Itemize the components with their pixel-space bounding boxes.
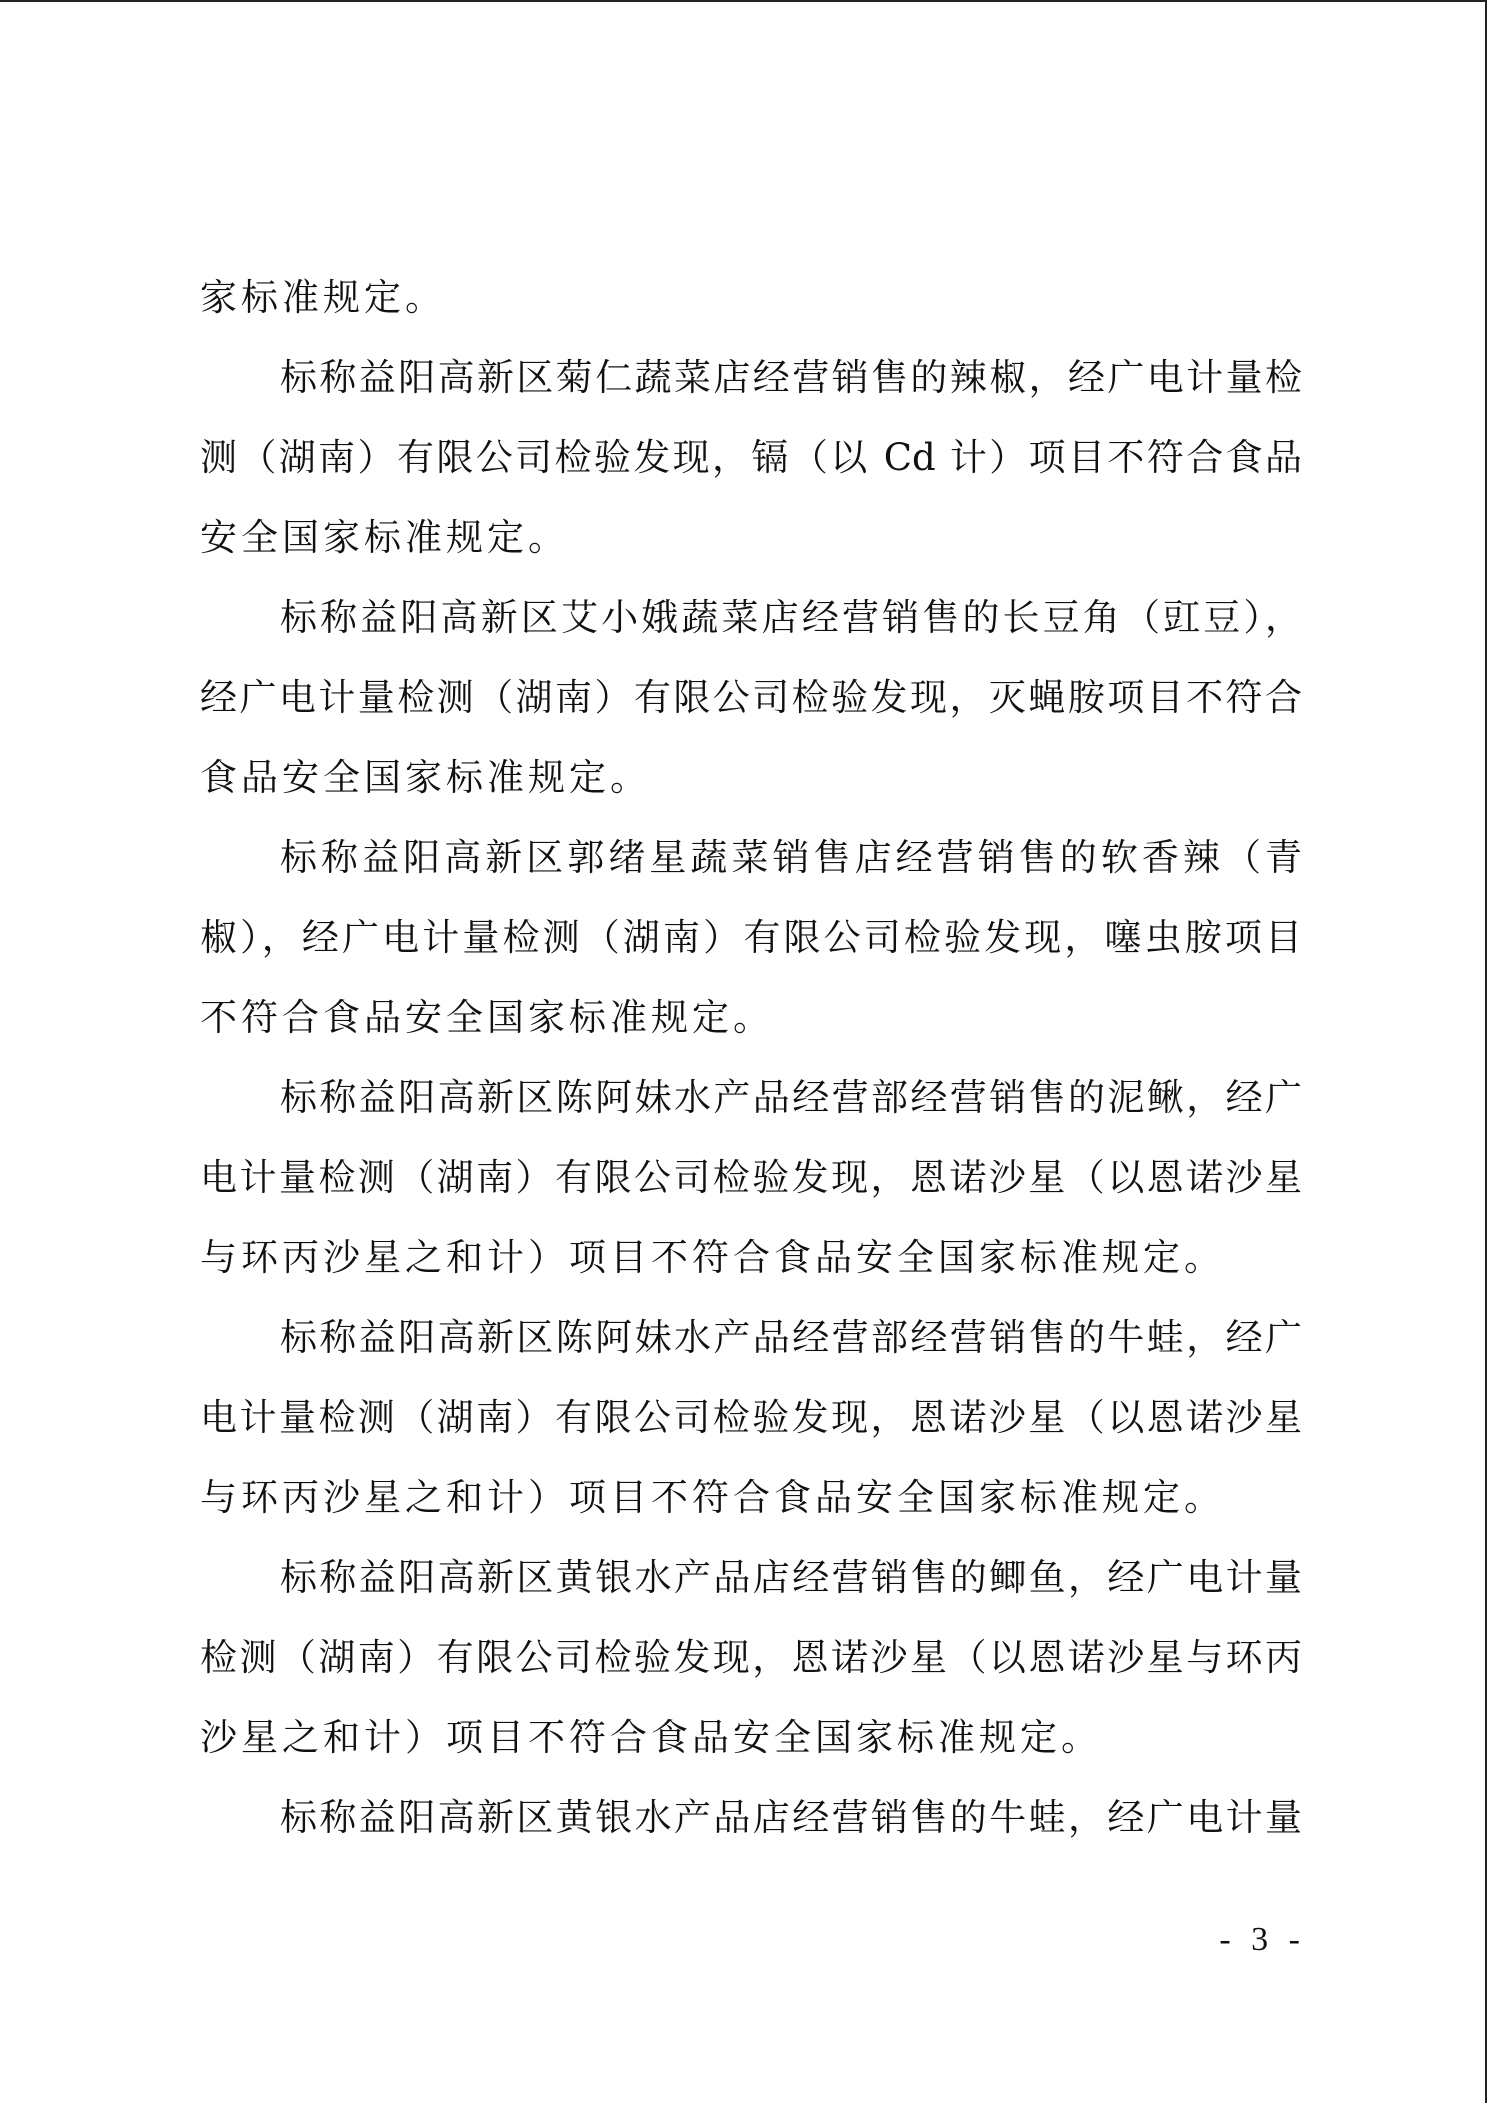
paragraph-line: 标称益阳高新区陈阿妹水产品经营部经营销售的牛蛙，经广 <box>280 1316 1302 1359</box>
paragraph-line: 安全国家标准规定。 <box>200 516 569 559</box>
paragraph-line: 椒），经广电计量检测（湖南）有限公司检验发现，噻虫胺项目 <box>200 916 1302 959</box>
page-number: - 3 - <box>1219 1921 1306 1958</box>
paragraph-line: 标称益阳高新区郭绪星蔬菜销售店经营销售的软香辣（青 <box>280 836 1302 879</box>
paragraph-line: 标称益阳高新区菊仁蔬菜店经营销售的辣椒，经广电计量检 <box>280 356 1302 399</box>
paragraph-line: 标称益阳高新区黄银水产品店经营销售的鲫鱼，经广电计量 <box>280 1556 1302 1599</box>
paragraph-line: 测（湖南）有限公司检验发现，镉（以 Cd 计）项目不符合食品 <box>200 436 1302 479</box>
document-body <box>200 258 1302 1858</box>
paragraph-line: 检测（湖南）有限公司检验发现，恩诺沙星（以恩诺沙星与环丙 <box>200 1636 1302 1679</box>
paragraph-line: 电计量检测（湖南）有限公司检验发现，恩诺沙星（以恩诺沙星 <box>200 1156 1302 1199</box>
paragraph-line: 与环丙沙星之和计）项目不符合食品安全国家标准规定。 <box>200 1236 1225 1279</box>
paragraph-line: 电计量检测（湖南）有限公司检验发现，恩诺沙星（以恩诺沙星 <box>200 1396 1302 1439</box>
paragraph-line: 经广电计量检测（湖南）有限公司检验发现，灭蝇胺项目不符合 <box>200 676 1302 719</box>
paragraph-line: 沙星之和计）项目不符合食品安全国家标准规定。 <box>200 1716 1102 1759</box>
paragraph-line: 标称益阳高新区艾小娥蔬菜店经营销售的长豆角（豇豆）， <box>280 596 1302 639</box>
paragraph-line: 标称益阳高新区黄银水产品店经营销售的牛蛙，经广电计量 <box>280 1796 1302 1839</box>
paragraph-line: 标称益阳高新区陈阿妹水产品经营部经营销售的泥鳅，经广 <box>280 1076 1302 1119</box>
paragraph-line: 不符合食品安全国家标准规定。 <box>200 996 774 1039</box>
paragraph-line: 与环丙沙星之和计）项目不符合食品安全国家标准规定。 <box>200 1476 1225 1519</box>
paragraph-line: 食品安全国家标准规定。 <box>200 756 651 799</box>
paragraph-line: 家标准规定。 <box>200 276 446 319</box>
